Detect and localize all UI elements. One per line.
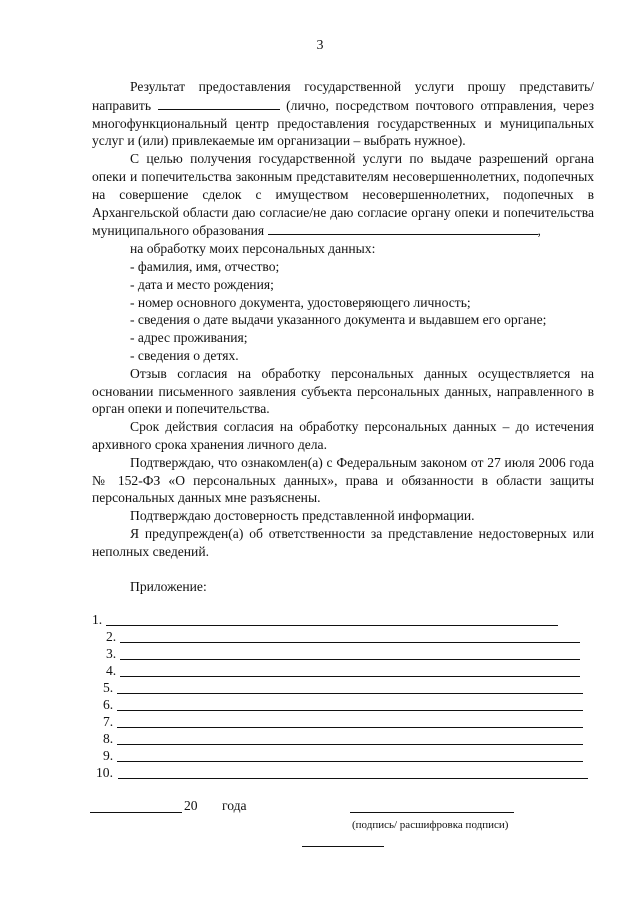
year-prefix: 20 (184, 798, 198, 813)
term-paragraph: Срок действия согласия на обработку персональных данных – до истечения архивного срока хранения личного дела. (92, 419, 594, 452)
footer-divider (302, 846, 384, 847)
attachment-row (103, 748, 113, 764)
confirmation-paragraph: Подтверждаю достоверность представленной информации. (130, 508, 475, 524)
delivery-method-blank (158, 96, 280, 110)
attachment-number: 4. (106, 663, 117, 678)
attachment-blank[interactable] (117, 761, 583, 762)
attachment-number: 1. (92, 612, 103, 627)
attachment-number: 3. (106, 646, 117, 661)
result-delivery-text: Результат предоставления государственной услуги прошу представить/направить (92, 79, 594, 113)
attachments-title: Приложение: (130, 578, 207, 594)
attachment-row (106, 629, 116, 645)
attachment-row (106, 646, 116, 662)
attachment-number: 10. (96, 765, 113, 780)
attachment-blank[interactable] (117, 710, 583, 711)
attachment-row (103, 714, 113, 730)
attachment-row (106, 663, 116, 679)
personal-data-list (92, 240, 594, 365)
municipality-blank (268, 221, 538, 235)
attachment-number: 6. (103, 697, 114, 712)
result-delivery-text-end: (лично, посредством почтового отправления, через многофункциональный центр предоставления государственных и муниципальных услуг и (или) привлекаемые им организации – выбрать нужное). (92, 97, 594, 149)
date-blank[interactable] (90, 812, 182, 813)
attachment-blank[interactable] (118, 778, 588, 779)
attachment-number: 5. (103, 680, 114, 695)
consent-lead: на обработку моих персональных данных: (130, 241, 376, 257)
list-item: - номер основного документа, удостоверяющего личность; (130, 294, 471, 310)
attachment-blank[interactable] (117, 727, 583, 728)
law-paragraph: Подтверждаю, что ознакомлен(а) с Федеральным законом от 27 июля 2006 года № 152-ФЗ «О персональных данных», права и обязанности в области защиты персональных данных мне разъяснены. (92, 454, 594, 506)
attachment-row (103, 680, 113, 696)
attachment-blank[interactable] (120, 642, 580, 643)
attachment-number: 2. (106, 629, 117, 644)
consent-paragraph (92, 150, 594, 240)
consent-text-tail: , (537, 223, 541, 239)
attachment-number: 8. (103, 731, 114, 746)
year-suffix: года (222, 798, 247, 813)
attachment-row (96, 765, 113, 781)
attachment-number: 7. (103, 714, 114, 729)
list-item: - сведения о дате выдачи указанного документа и выдавшем его органе; (130, 312, 547, 328)
warning-paragraph: Я предупрежден(а) об ответственности за представление недостоверных или неполных сведений. (92, 525, 594, 559)
document-body (92, 78, 594, 595)
attachment-row (103, 731, 113, 747)
attachment-number: 9. (103, 748, 114, 763)
list-item: - сведения о детях. (130, 347, 239, 363)
list-item: - адрес проживания; (130, 330, 248, 346)
attachment-blank[interactable] (106, 625, 558, 626)
signature-blank[interactable] (350, 812, 514, 813)
attachment-blank[interactable] (120, 676, 580, 677)
revocation-paragraph: Отзыв согласия на обработку персональных данных осуществляется на основании письменного заявления субъекта персональных данных, направленного в орган опеки и попечительства. (92, 365, 594, 417)
consent-text: С целью получения государственной услуги по выдаче разрешений органа опеки и попечительства законным представителям несовершеннолетних, подопечных на совершение сделок с имуществом несовершеннолетних, подопечных в Архангельской области даю согласие/не даю согласие органу опеки и попечительства муниципального образования (92, 151, 594, 239)
attachment-blank[interactable] (117, 744, 583, 745)
signature-caption: (подпись/ расшифровка подписи) (352, 819, 509, 831)
attachment-blank[interactable] (120, 659, 580, 660)
page-number: 3 (316, 38, 324, 53)
attachment-row (92, 612, 102, 628)
attachment-blank[interactable] (117, 693, 583, 694)
list-item: - дата и место рождения; (130, 276, 274, 292)
result-delivery-paragraph (92, 78, 594, 150)
list-item: - фамилия, имя, отчество; (130, 258, 280, 274)
attachment-row (103, 697, 113, 713)
